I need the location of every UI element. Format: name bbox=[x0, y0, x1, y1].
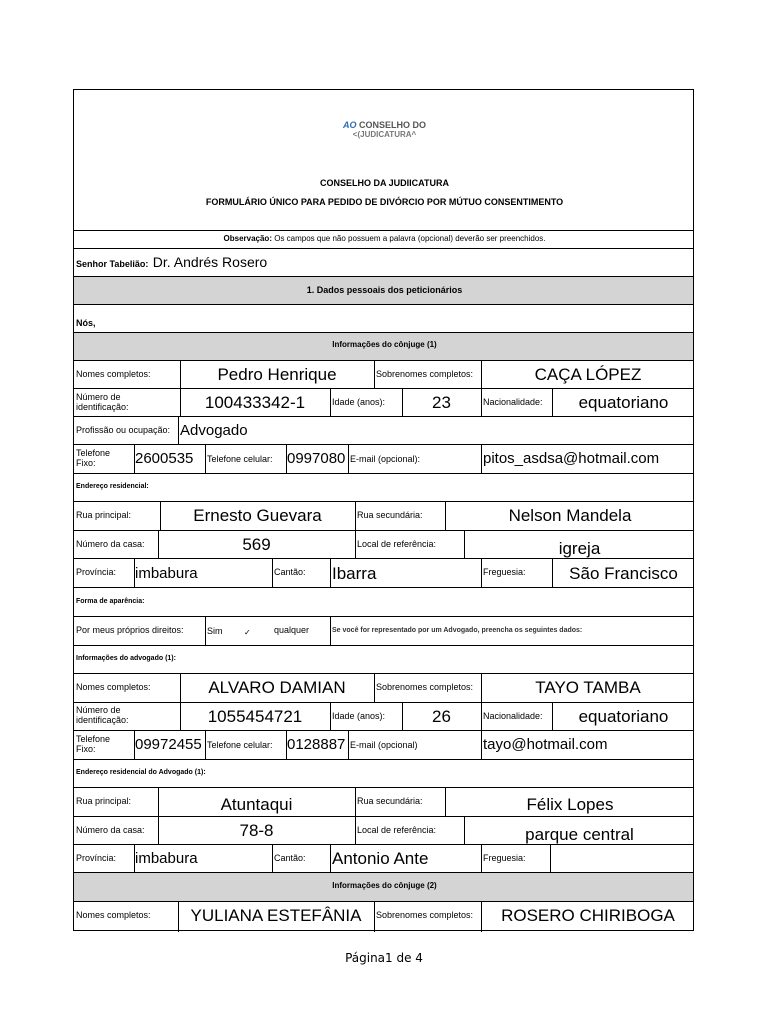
section-1-title: 1. Dados pessoais dos peticionários bbox=[306, 285, 463, 295]
c1-nacionalidade-label: Nacionalidade: bbox=[483, 397, 543, 407]
adv-email-value[interactable]: tayo@hotmail.com bbox=[483, 736, 608, 753]
adv-telefone-value[interactable]: 09972455 bbox=[135, 736, 202, 753]
adv-cantao-value[interactable]: Antonio Ante bbox=[332, 849, 429, 868]
adv-id-value[interactable]: 1055454721 bbox=[207, 707, 303, 726]
adv-celular-value[interactable]: 0128887 bbox=[287, 736, 346, 753]
adv-nacionalidade-value[interactable]: equatoriano bbox=[578, 707, 669, 726]
adv-freguesia-label: Freguesia: bbox=[483, 853, 526, 863]
c1-celular-label: Telefone celular: bbox=[207, 454, 273, 464]
c1-referencia-value[interactable]: igreja bbox=[558, 539, 601, 558]
c1-idade-value[interactable]: 23 bbox=[432, 393, 451, 412]
c1-provincia-value[interactable]: imbabura bbox=[135, 565, 198, 582]
c1-provincia-label: Província: bbox=[76, 567, 117, 577]
forma-aparencia-heading: Forma de aparência: bbox=[76, 598, 145, 605]
org-title: CONSELHO DA JUDIICATURA bbox=[319, 178, 449, 188]
adv-email-label: E-mail (opcional) bbox=[350, 740, 418, 750]
adv-cantao-label: Cantão: bbox=[274, 853, 306, 863]
tabeliao-value[interactable]: Dr. Andrés Rosero bbox=[152, 254, 268, 270]
c1-email-label: E-mail (opcional): bbox=[350, 454, 421, 464]
adv-telefone-label: Telefone Fixo: bbox=[76, 734, 111, 754]
c1-referencia-label: Local de referência: bbox=[357, 539, 437, 549]
c2-nomes-label: Nomes completos: bbox=[76, 910, 151, 920]
adv-provincia-value[interactable]: imbabura bbox=[135, 850, 198, 867]
logo bbox=[74, 121, 695, 130]
c1-sobrenomes-label: Sobrenomes completos: bbox=[376, 369, 474, 379]
c1-rua-principal-value[interactable]: Ernesto Guevara bbox=[193, 506, 322, 525]
c1-endereco-heading: Endereço residencial: bbox=[76, 483, 149, 490]
adv-celular-label: Telefone celular: bbox=[207, 740, 273, 750]
c1-nacionalidade-value[interactable]: equatoriano bbox=[578, 393, 669, 412]
c1-profissao-value[interactable]: Advogado bbox=[180, 422, 248, 439]
c1-numero-casa-value[interactable]: 569 bbox=[242, 535, 271, 554]
observacao bbox=[74, 235, 695, 243]
adv-rua-secundaria-value[interactable]: Félix Lopes bbox=[526, 795, 614, 814]
adv-rua-principal-label: Rua principal: bbox=[76, 796, 132, 806]
adv-referencia-label: Local de referência: bbox=[357, 825, 437, 835]
c1-telefone-label: Telefone Fixo: bbox=[76, 448, 111, 468]
tabeliao-label: Senhor Tabelião: bbox=[76, 259, 149, 269]
c1-celular-value[interactable]: 0997080 bbox=[287, 450, 346, 467]
c2-sobrenomes-label: Sobrenomes completos: bbox=[376, 910, 474, 920]
c1-idade-label: Idade (anos): bbox=[332, 397, 386, 407]
c2-sobrenomes-value[interactable]: ROSERO CHIRIBOGA bbox=[501, 906, 675, 925]
sim-label: Sim bbox=[207, 626, 223, 636]
adv-numero-casa-label: Número da casa: bbox=[76, 825, 145, 835]
c1-nomes-value[interactable]: Pedro Henrique bbox=[217, 365, 337, 384]
proprios-direitos-label: Por meus próprios direitos: bbox=[76, 625, 184, 635]
adv-nomes-label: Nomes completos: bbox=[76, 682, 151, 692]
adv-idade-value[interactable]: 26 bbox=[432, 707, 451, 726]
c1-profissao-label: Profissão ou ocupação: bbox=[76, 425, 171, 435]
c2-nomes-value[interactable]: YULIANA ESTEFÂNIA bbox=[190, 906, 362, 925]
c1-nomes-label: Nomes completos: bbox=[76, 369, 151, 379]
adv-endereco-heading: Endereço residencial do Advogado (1): bbox=[76, 769, 206, 776]
conjuge2-heading: Informações do cônjuge (2) bbox=[332, 881, 437, 890]
adv-sobrenomes-label: Sobrenomes completos: bbox=[376, 682, 474, 692]
logo-judicatura: <(JUDICATURA^ bbox=[352, 130, 417, 139]
c1-telefone-value[interactable]: 2600535 bbox=[135, 450, 194, 467]
observacao-text: Os campos que não possuem a palavra (opcional) deverão ser preenchidos. bbox=[274, 234, 546, 243]
adv-id-label: Número de identificação: bbox=[76, 705, 129, 725]
observacao-label: Observação: bbox=[223, 234, 272, 243]
c1-rua-principal-label: Rua principal: bbox=[76, 510, 132, 520]
adv-sobrenomes-value[interactable]: TAYO TAMBA bbox=[535, 678, 641, 697]
adv-referencia-value[interactable]: parque central bbox=[525, 825, 634, 844]
nos-label: Nós, bbox=[76, 318, 96, 328]
page-number: Página1 de 4 bbox=[345, 951, 423, 965]
c1-id-label: Número de identificação: bbox=[76, 392, 129, 412]
advogado-nota: Se você for representado por um Advogado, preencha os seguintes dados: bbox=[332, 627, 583, 634]
conjuge1-heading: Informações do cônjuge (1) bbox=[332, 340, 437, 349]
logo-conselho: CONSELHO DO bbox=[359, 120, 427, 130]
form-title: FORMULÁRIO ÚNICO PARA PEDIDO DE DIVÓRCIO POR MÚTUO CONSENTIMENTO bbox=[205, 197, 564, 207]
adv-idade-label: Idade (anos): bbox=[332, 711, 386, 721]
adv-nacionalidade-label: Nacionalidade: bbox=[483, 711, 543, 721]
tabeliao-row bbox=[76, 255, 267, 271]
c1-sobrenomes-value[interactable]: CAÇA LÓPEZ bbox=[534, 365, 642, 384]
c1-rua-secundaria-label: Rua secundária: bbox=[357, 510, 423, 520]
qualquer-label: qualquer bbox=[274, 625, 310, 635]
adv-nomes-value[interactable]: ALVARO DAMIAN bbox=[208, 678, 346, 697]
c1-numero-casa-label: Número da casa: bbox=[76, 539, 145, 549]
adv-numero-casa-value[interactable]: 78-8 bbox=[239, 821, 274, 840]
c1-rua-secundaria-value[interactable]: Nelson Mandela bbox=[508, 506, 632, 525]
c1-freguesia-value[interactable]: São Francisco bbox=[569, 564, 678, 583]
adv-provincia-label: Província: bbox=[76, 853, 117, 863]
adv-rua-principal-value[interactable]: Atuntaqui bbox=[220, 795, 293, 814]
c1-email-value[interactable]: pitos_asdsa@hotmail.com bbox=[483, 450, 660, 467]
c1-freguesia-label: Freguesia: bbox=[483, 567, 526, 577]
c1-cantao-value[interactable]: Ibarra bbox=[332, 564, 377, 583]
logo-ao: AO bbox=[342, 120, 357, 130]
adv-rua-secundaria-label: Rua secundária: bbox=[357, 796, 423, 806]
advogado-heading: Informações do advogado (1): bbox=[76, 655, 176, 662]
divorce-form bbox=[73, 89, 694, 931]
check-icon[interactable]: ✓ bbox=[244, 628, 251, 637]
c1-cantao-label: Cantão: bbox=[274, 567, 306, 577]
c1-id-value[interactable]: 100433342-1 bbox=[204, 393, 306, 412]
